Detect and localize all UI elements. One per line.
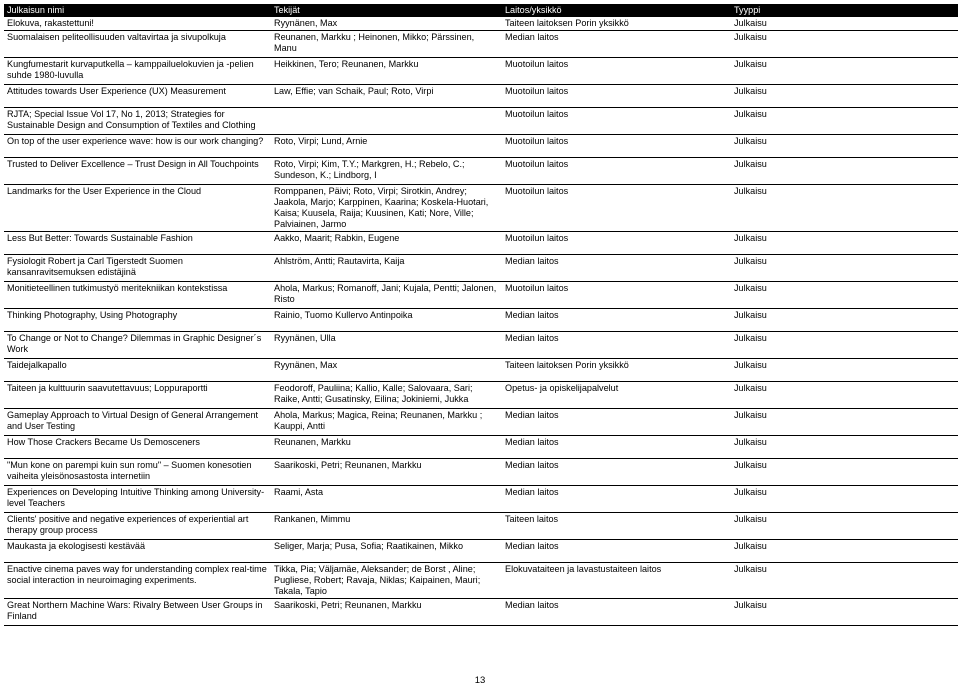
cell-department: Median laitos [502, 309, 731, 332]
cell-type: Julkaisu [731, 135, 958, 158]
table-row [4, 359, 958, 382]
table-row [4, 255, 958, 282]
cell-title: Elokuva, rakastettuni! [4, 17, 271, 31]
cell-department: Muotoilun laitos [502, 282, 731, 309]
cell-authors: Ahola, Markus; Magica, Reina; Reunanen, Markku ; Kauppi, Antti [271, 409, 502, 436]
cell-authors: Rainio, Tuomo Kullervo Antinpoika [271, 309, 502, 332]
table-row [4, 540, 958, 563]
cell-authors: Rankanen, Mimmu [271, 513, 502, 540]
table-row [4, 382, 958, 409]
cell-type: Julkaisu [731, 513, 958, 540]
header-type: Tyyppi [731, 4, 958, 17]
cell-department: Median laitos [502, 459, 731, 486]
cell-authors: Roto, Virpi; Kim, T.Y.; Markgren, H.; Rebelo, C.; Sundeson, K.; Lindborg, I [271, 158, 502, 185]
table-row [4, 85, 958, 108]
cell-department: Opetus- ja opiskelijapalvelut [502, 382, 731, 409]
table-row [4, 409, 958, 436]
table-row [4, 309, 958, 332]
table-row [4, 135, 958, 158]
cell-title: Landmarks for the User Experience in the Cloud [4, 185, 271, 232]
cell-type: Julkaisu [731, 459, 958, 486]
cell-department: Muotoilun laitos [502, 158, 731, 185]
table-row [4, 282, 958, 309]
table-row [4, 436, 958, 459]
cell-authors: Reunanen, Markku [271, 436, 502, 459]
cell-department: Taiteen laitoksen Porin yksikkö [502, 17, 731, 31]
cell-title: Clients' positive and negative experiences of experiential art therapy group process [4, 513, 271, 540]
cell-title: Attitudes towards User Experience (UX) Measurement [4, 85, 271, 108]
header-authors: Tekijät [271, 4, 502, 17]
cell-authors: Aakko, Maarit; Rabkin, Eugene [271, 232, 502, 255]
cell-type: Julkaisu [731, 309, 958, 332]
cell-title: Trusted to Deliver Excellence – Trust Design in All Touchpoints [4, 158, 271, 185]
cell-type: Julkaisu [731, 158, 958, 185]
cell-authors [271, 108, 502, 135]
cell-authors: Ahlström, Antti; Rautavirta, Kaija [271, 255, 502, 282]
table-row [4, 563, 958, 599]
cell-title: Taidejalkapallo [4, 359, 271, 382]
table-row [4, 332, 958, 359]
publications-table [4, 4, 958, 626]
cell-title: Gameplay Approach to Virtual Design of General Arrangement and User Testing [4, 409, 271, 436]
cell-title: Suomalaisen peliteollisuuden valtavirtaa ja sivupolkuja [4, 31, 271, 58]
cell-type: Julkaisu [731, 85, 958, 108]
table-header-row [4, 4, 958, 17]
cell-title: Fysiologit Robert ja Carl Tigerstedt Suomen kansanravitsemuksen edistäjinä [4, 255, 271, 282]
cell-type: Julkaisu [731, 409, 958, 436]
cell-type: Julkaisu [731, 58, 958, 85]
cell-title: Monitieteellinen tutkimustyö meritekniikan kontekstissa [4, 282, 271, 309]
cell-department: Muotoilun laitos [502, 85, 731, 108]
cell-department: Median laitos [502, 486, 731, 513]
table-row [4, 185, 958, 232]
cell-authors: Tikka, Pia; Väljamäe, Aleksander; de Borst , Aline; Pugliese, Robert; Ravaja, Niklas; Kaipainen, Mauri; Takala, Tapio [271, 563, 502, 599]
cell-authors: Ryynänen, Ulla [271, 332, 502, 359]
table-row [4, 232, 958, 255]
cell-type: Julkaisu [731, 108, 958, 135]
cell-department: Muotoilun laitos [502, 232, 731, 255]
cell-type: Julkaisu [731, 31, 958, 58]
cell-title: "Mun kone on parempi kuin sun romu" – Suomen konesotien vaiheita yleisönosastosta internetiin [4, 459, 271, 486]
header-department: Laitos/yksikkö [502, 4, 731, 17]
cell-title: Maukasta ja ekologisesti kestävää [4, 540, 271, 563]
cell-type: Julkaisu [731, 540, 958, 563]
cell-authors: Roto, Virpi; Lund, Arnie [271, 135, 502, 158]
cell-type: Julkaisu [731, 282, 958, 309]
cell-department: Muotoilun laitos [502, 185, 731, 232]
cell-type: Julkaisu [731, 486, 958, 513]
cell-department: Median laitos [502, 436, 731, 459]
publications-table-body [4, 4, 958, 626]
cell-title: Great Northern Machine Wars: Rivalry Between User Groups in Finland [4, 599, 271, 626]
cell-authors: Saarikoski, Petri; Reunanen, Markku [271, 459, 502, 486]
cell-department: Median laitos [502, 409, 731, 436]
page-number: 13 [474, 675, 486, 686]
cell-type: Julkaisu [731, 436, 958, 459]
cell-department: Muotoilun laitos [502, 58, 731, 85]
cell-authors: Heikkinen, Tero; Reunanen, Markku [271, 58, 502, 85]
cell-authors: Law, Effie; van Schaik, Paul; Roto, Virpi [271, 85, 502, 108]
cell-type: Julkaisu [731, 382, 958, 409]
cell-title: Thinking Photography, Using Photography [4, 309, 271, 332]
cell-title: On top of the user experience wave: how is our work changing? [4, 135, 271, 158]
cell-department: Muotoilun laitos [502, 108, 731, 135]
cell-type: Julkaisu [731, 17, 958, 31]
table-row [4, 486, 958, 513]
cell-title: Taiteen ja kulttuurin saavutettavuus; Loppuraportti [4, 382, 271, 409]
cell-authors: Saarikoski, Petri; Reunanen, Markku [271, 599, 502, 626]
cell-authors: Raami, Asta [271, 486, 502, 513]
cell-type: Julkaisu [731, 185, 958, 232]
cell-title: Less But Better: Towards Sustainable Fashion [4, 232, 271, 255]
cell-department: Elokuvataiteen ja lavastustaiteen laitos [502, 563, 731, 599]
cell-department: Taiteen laitos [502, 513, 731, 540]
table-row [4, 17, 958, 31]
cell-title: Enactive cinema paves way for understanding complex real-time social interaction in neuroimaging experiments. [4, 563, 271, 599]
table-row [4, 158, 958, 185]
cell-department: Median laitos [502, 255, 731, 282]
cell-department: Median laitos [502, 540, 731, 563]
cell-type: Julkaisu [731, 359, 958, 382]
cell-authors: Ryynänen, Max [271, 17, 502, 31]
cell-title: How Those Crackers Became Us Demosceners [4, 436, 271, 459]
table-row [4, 31, 958, 58]
cell-authors: Ryynänen, Max [271, 359, 502, 382]
cell-authors: Ahola, Markus; Romanoff, Jani; Kujala, Pentti; Jalonen, Risto [271, 282, 502, 309]
header-title: Julkaisun nimi [4, 4, 271, 17]
table-row [4, 599, 958, 626]
cell-type: Julkaisu [731, 232, 958, 255]
table-row [4, 58, 958, 85]
cell-department: Taiteen laitoksen Porin yksikkö [502, 359, 731, 382]
cell-title: Kungfumestarit kurvaputkella – kamppailuelokuvien ja -pelien suhde 1980-luvulla [4, 58, 271, 85]
cell-type: Julkaisu [731, 255, 958, 282]
cell-department: Median laitos [502, 599, 731, 626]
cell-department: Muotoilun laitos [502, 135, 731, 158]
cell-department: Median laitos [502, 31, 731, 58]
cell-type: Julkaisu [731, 599, 958, 626]
table-row [4, 459, 958, 486]
cell-authors: Reunanen, Markku ; Heinonen, Mikko; Pärssinen, Manu [271, 31, 502, 58]
cell-authors: Seliger, Marja; Pusa, Sofia; Raatikainen, Mikko [271, 540, 502, 563]
cell-title: To Change or Not to Change? Dilemmas in Graphic Designer´s Work [4, 332, 271, 359]
table-row [4, 513, 958, 540]
cell-authors: Romppanen, Päivi; Roto, Virpi; Sirotkin, Andrey; Jaakola, Marjo; Karppinen, Kaarina; Koskela-Huotari, Kaisa; Kuusela, Raija; Kuusinen, Kati; Nore, Ville; Palviainen, Jarmo [271, 185, 502, 232]
cell-department: Median laitos [502, 332, 731, 359]
cell-type: Julkaisu [731, 332, 958, 359]
cell-type: Julkaisu [731, 563, 958, 599]
cell-title: RJTA; Special Issue Vol 17, No 1, 2013; Strategies for Sustainable Design and Consumption of Textiles and Clothing [4, 108, 271, 135]
cell-title: Experiences on Developing Intuitive Thinking among University-level Teachers [4, 486, 271, 513]
cell-authors: Feodoroff, Pauliina; Kallio, Kalle; Salovaara, Sari; Raike, Antti; Gusatinsky, Eilina; Jokiniemi, Jukka [271, 382, 502, 409]
table-row [4, 108, 958, 135]
